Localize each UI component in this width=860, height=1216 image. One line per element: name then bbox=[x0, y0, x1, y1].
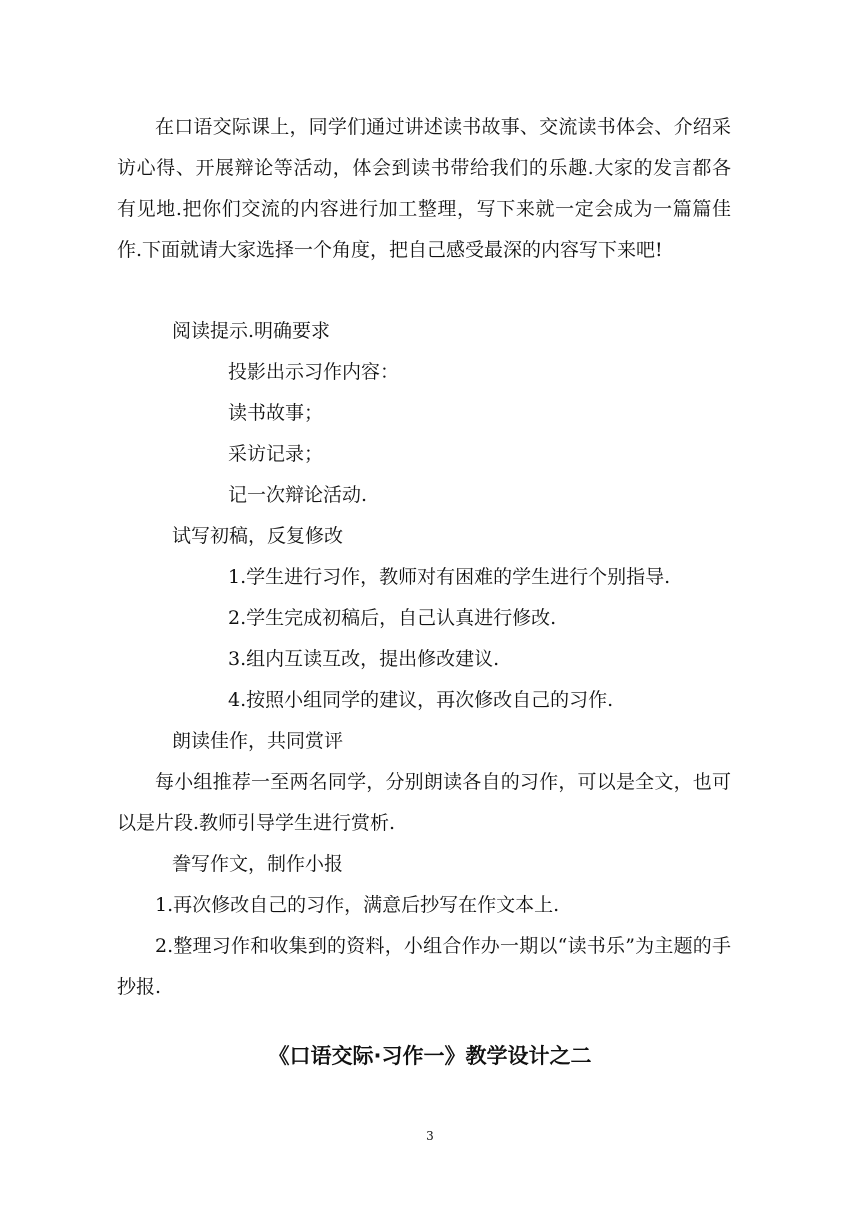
list-item: 2.学生完成初稿后，自己认真进行修改. bbox=[228, 607, 557, 629]
list-item: 读书故事； bbox=[228, 402, 324, 424]
list-item: 2.整理习作和收集到的资料，小组合作办一期以“读书乐”为主题的手抄报. bbox=[117, 935, 731, 998]
section-heading-copy-essay: 誊写作文，制作小报 bbox=[172, 853, 344, 875]
section-heading-draft: 试写初稿，反复修改 bbox=[172, 525, 344, 547]
list-item: 3.组内互读互改，提出修改建议. bbox=[228, 648, 500, 670]
intro-paragraph: 在口语交际课上，同学们通过讲述读书故事、交流读书体会、介绍采访心得、开展辩论等活动，体会到读书带给我们的乐趣.大家的发言都各有见地.把你们交流的内容进行加工整理，写下来就一定会成为一篇篇佳作.下面就请大家选择一个角度，把自己感受最深的内容写下来吧! bbox=[117, 116, 731, 261]
list-item: 记一次辩论活动. bbox=[228, 484, 368, 506]
section-heading-read-aloud: 朗读佳作，共同赏评 bbox=[172, 730, 344, 752]
list-item: 采访记录； bbox=[228, 443, 324, 465]
page-number: 3 bbox=[426, 1129, 434, 1143]
list-item: 投影出示习作内容： bbox=[228, 361, 400, 383]
list-item: 1.再次修改自己的习作，满意后抄写在作文本上. bbox=[155, 894, 560, 916]
list-item: 1.学生进行习作，教师对有困难的学生进行个别指导. bbox=[228, 566, 671, 588]
next-section-title: 《口语交际·习作一》教学设计之二 bbox=[268, 1044, 592, 1068]
read-aloud-paragraph: 每小组推荐一至两名同学，分别朗读各自的习作，可以是全文，也可以是片段.教师引导学生进行赏析. bbox=[117, 771, 731, 834]
list-item: 4.按照小组同学的建议，再次修改自己的习作. bbox=[228, 689, 614, 711]
section-heading-reading-tips: 阅读提示.明确要求 bbox=[172, 320, 331, 342]
